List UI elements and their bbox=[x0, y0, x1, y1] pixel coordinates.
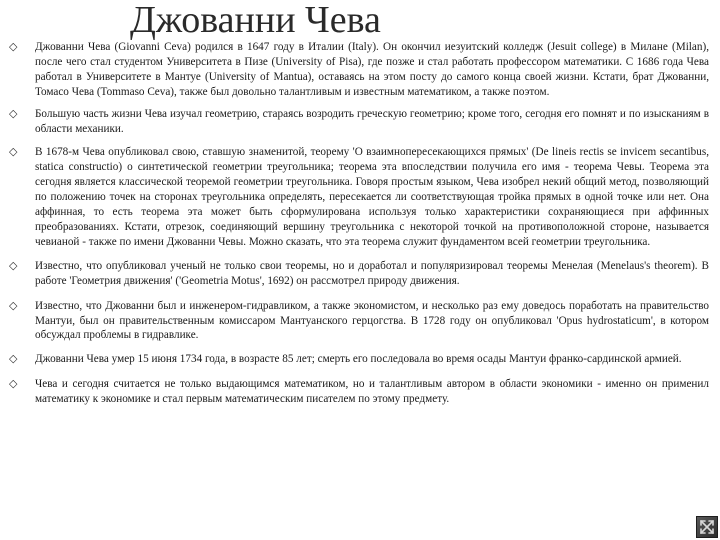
diamond-outline-icon: ◇ bbox=[9, 106, 18, 120]
bullet-text: Большую часть жизни Чева изучал геометрию, стараясь возродить греческую геометрию; кроме того, сегодня его помнят и по изысканиям в области механики. bbox=[35, 107, 709, 135]
list-item bbox=[0, 40, 720, 100]
list-item bbox=[0, 107, 720, 137]
list-item bbox=[0, 299, 720, 344]
next-slide-button[interactable] bbox=[696, 516, 718, 538]
bullet-text: Известно, что Джованни был и инженером-гидравликом, а также экономистом, и несколько раз ему доведось поработать на правительство Мантуи, был он правительственным комиссаром Мантуанского герцогства. В 1728 году он опубликовал 'Opus hydrostaticum', в котором обсуждал проблемы в гидравлике. bbox=[35, 299, 709, 342]
bullet-text: Чева и сегодня считается не только выдающимся математиком, но и талантливым автором в области экономики - именно он применил математику к экономике и стал первым математическим писателем по этому предмету. bbox=[35, 378, 709, 406]
list-item bbox=[0, 259, 720, 289]
diamond-outline-icon: ◇ bbox=[9, 258, 18, 272]
bullet-text: Известно, что опубликовал ученый не только свои теоремы, но и доработал и популяризировал теоремы Менелая (Menelaus's theorem). В работе 'Геометрия движения' ('Geometria Motus', 1692) он рассмотрел природу движения. bbox=[35, 259, 709, 287]
bullet-text: Джованни Чева умер 15 июня 1734 года, в возрасте 85 лет; смерть его последовала во время осады Мантуи франко-сардинской армией. bbox=[35, 353, 682, 366]
expand-arrows-icon bbox=[697, 517, 717, 537]
list-item bbox=[0, 377, 720, 407]
list-item bbox=[0, 145, 720, 249]
diamond-outline-icon: ◇ bbox=[9, 298, 18, 312]
bullet-text: Джованни Чева (Giovanni Ceva) родился в 1647 году в Италии (Italy). Он окончил иезуитский колледж (Jesuit college) в Милане (Milan), после чего стал студентом Университета в Пизе (University of Pisa), где позже и стал работать профессором математики. С 1686 года Чева работал в Университете в Мантуе (University of Mantua), оставаясь на этом посту до самого конца своей жизни. Кстати, брат Джованни, Томасо Чева (Tommaso Ceva), также был довольно талантливым и известным математиком, а также поэтом. bbox=[35, 41, 709, 98]
diamond-outline-icon: ◇ bbox=[9, 377, 18, 391]
bullet-text: В 1678-м Чева опубликовал свою, ставшую знаменитой, теорему 'О взаимнопересекающихся прямых' (De lineis rectis se invicem secantibus, statica constructio) о синтетической геометрии треугольника; теорема эта впоследствии получила его имя - теорема Чевы. Теорема эта сегодня является классической теоремой геометрии треугольника. Говоря простым языком, Чева изобрел некий общий метод, позволяющий по положению точек на сторонах треугольника определять, пересекается ли соответствующая тройка прямых в одной точке или нет. Она аффинная, то есть теорема эта может быть сформулирована используя только характеристики сохраняющиеся при аффинных преобразованиях. Кстати, отрезок, соединяющий вершину треугольника с некоторой точкой на противоположной стороне, называется чевианой - также по имени Джованни Чевы. Можно сказать, что эта теорема служит фундаментом всей геометрии треугольника. bbox=[35, 146, 709, 248]
diamond-outline-icon: ◇ bbox=[9, 40, 18, 53]
page-title: Джованни Чева bbox=[130, 0, 381, 41]
bullet-list bbox=[0, 40, 720, 407]
diamond-outline-icon: ◇ bbox=[9, 145, 18, 159]
list-item bbox=[0, 352, 720, 367]
diamond-outline-icon: ◇ bbox=[9, 352, 18, 366]
